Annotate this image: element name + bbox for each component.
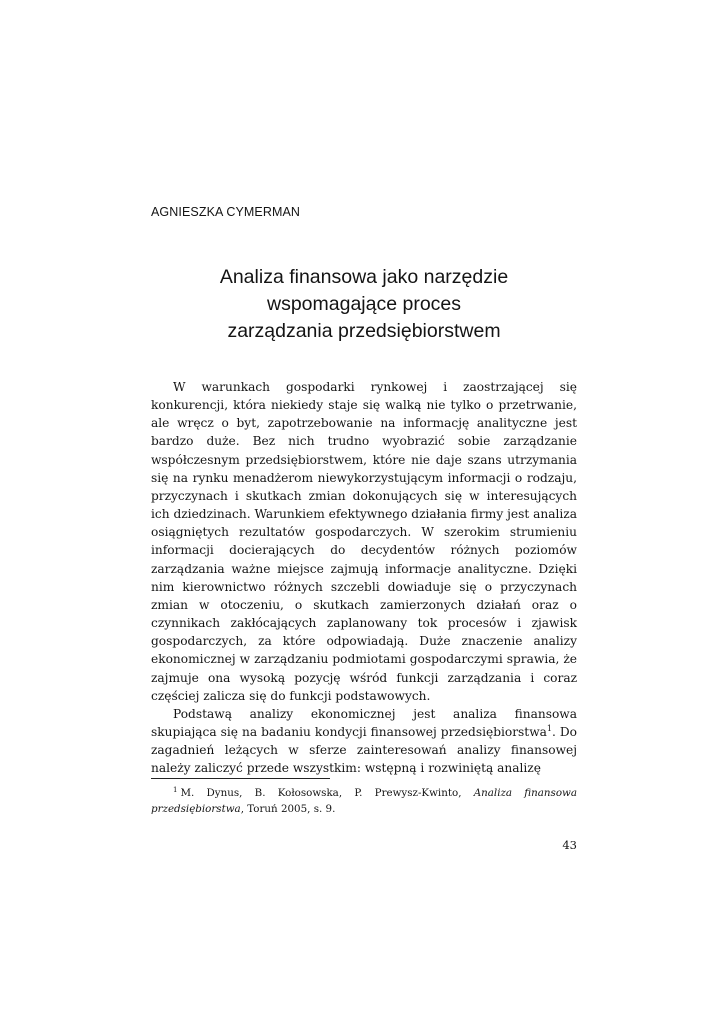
footnote-mark: 1 xyxy=(173,785,178,794)
chapter-title-line-2: wspomagające proces xyxy=(266,293,462,315)
footnote-work-title: Analiza finansowa przedsiębiorstwa xyxy=(151,787,577,815)
body-paragraph-1: W warunkach gospodarki rynkowej i zaostrzającej się konkurencji, która niekiedy staje się walką nie tylko o przetrwanie, ale wręcz o byt, zapotrzebowanie na informację analityczne jest bardzo duże. Bez nich trudno wyobrazić sobie zarządzanie współczesnym przedsiębiorstwem, które nie daje szans utrzymania się na rynku menadżerom niewykorzystującym informacji o rodzaju, przyczynach i skutkach zmian dokonujących się w interesujących ich dziedzinach. Warunkiem efektywnego działania firmy jest analiza osiągniętych rezultatów gospodarczych. W szerokim strumieniu informacji docierających do decydentów różnych poziomów zarządzania ważne miejsce zajmują informacje analityczne. Dzięki nim kierownictwo różnych szczebli dowiaduje się o przyczynach zmian w otoczeniu, o skutkach zamierzonych działań oraz o czynnikach zakłócających zaplanowany tok procesów i zjawisk gospodarczych, za które odpowiadają. Duże znaczenie analizy ekonomicznej w zarządzaniu podmiotami gospodarczymi sprawia, że zajmuje ona wysoką pozycję wśród funkcji zarządzania i coraz częściej zalicza się do funkcji podstawowych. xyxy=(151,380,577,703)
page-number: 43 xyxy=(562,838,577,852)
body-paragraph-2-text-end: . Do zagadnień leżących w sferze zainteresowań analizy finansowej należy zaliczyć przede wszystkim: wstępną i rozwiniętą analizę xyxy=(151,724,577,776)
footnote xyxy=(151,786,577,817)
author-name: AGNIESZKA CYMERMAN xyxy=(151,205,301,219)
chapter-title xyxy=(151,264,577,345)
body-text xyxy=(151,378,577,777)
chapter-title-line-1: Analiza finansowa jako narzędzie xyxy=(219,266,509,288)
footnote-authors: M. Dynus, B. Kołosowska, P. Prewysz-Kwinto, xyxy=(180,787,474,799)
footnote-separator xyxy=(151,778,330,779)
footnote-publication: , Toruń 2005, s. 9. xyxy=(240,802,336,815)
chapter-title-line-3: zarządzania przedsiębiorstwem xyxy=(227,320,501,342)
body-paragraph-2-text-start: Podstawą analizy ekonomicznej jest analiza finansowa skupiająca się na badaniu kondycji finansowej przedsiębiorstwa xyxy=(151,706,577,739)
footnote-reference: 1 xyxy=(546,723,552,733)
body-paragraph-2 xyxy=(151,705,577,778)
